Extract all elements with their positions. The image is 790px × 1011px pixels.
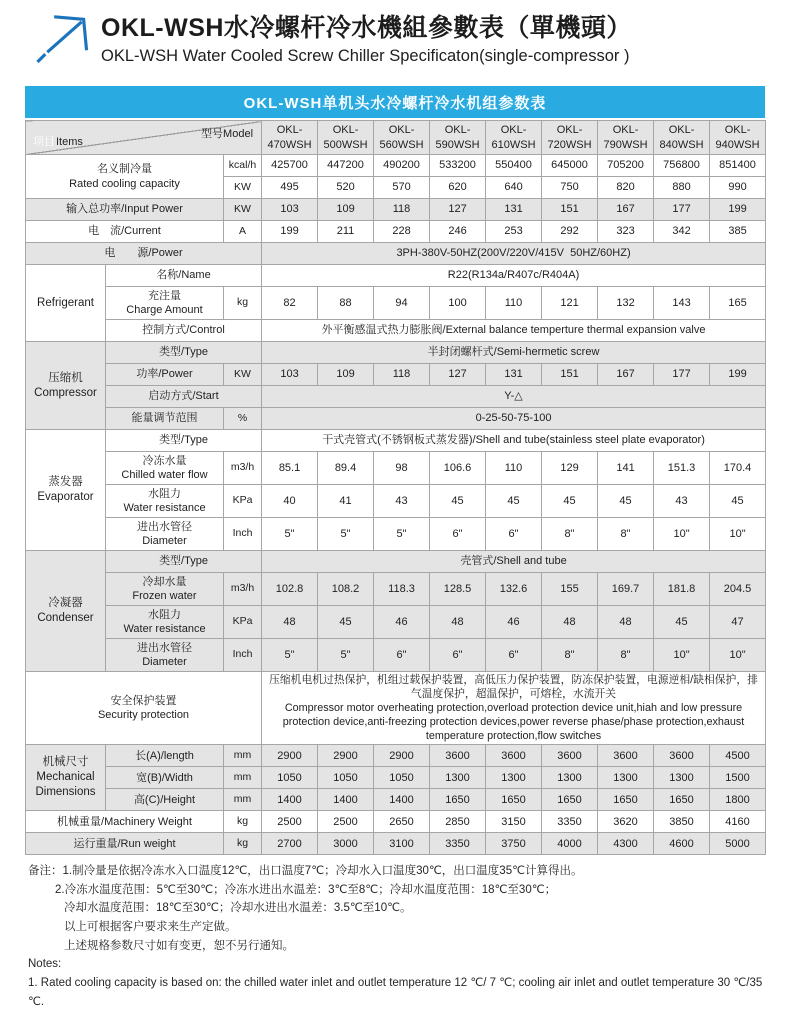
value-cell: 880 <box>654 177 710 199</box>
row-label-cell: 冷却水量 Frozen water <box>106 573 224 606</box>
value-cell: 48 <box>430 606 486 639</box>
model-header-cell: OKL- 610WSH <box>486 121 542 155</box>
row-label-cell: 水阻力 Water resistance <box>106 606 224 639</box>
value-cell: 3600 <box>542 745 598 767</box>
value-cell: 108.2 <box>318 573 374 606</box>
value-cell: 82 <box>262 287 318 320</box>
value-cell: 3000 <box>318 833 374 855</box>
value-cell: 533200 <box>430 155 486 177</box>
value-cell: 167 <box>598 199 654 221</box>
value-cell: Y-△ <box>262 386 766 408</box>
table-row <box>26 789 766 811</box>
value-cell: 45 <box>542 485 598 518</box>
value-cell: 127 <box>430 199 486 221</box>
value-cell: 45 <box>710 485 766 518</box>
text-cell: 压缩机电机过热保护，机组过载保护装置，高低压力保护装置，防冻保护装置，电源逆相/缺相保护，排气温度保护，超温保护，可熔栓，水流开关 Compressor motor overheating protection,overload protection device unit,hiah and low pressure protection device,anti-freezing protection devices,power reverse phase/phase protection,exhaust temperature protection,flow switches <box>262 672 766 745</box>
title-block <box>101 7 632 66</box>
value-cell: 1650 <box>542 789 598 811</box>
value-cell: 2500 <box>262 811 318 833</box>
note-line: 2.冷冻水温度范围：5℃至30℃；冷冻水进出水温差：3℃至8℃；冷却水温度范围：18℃至30℃； <box>55 883 557 896</box>
page-subtitle: OKL-WSH Water Cooled Screw Chiller Specificaton(single-compressor ) <box>101 47 630 65</box>
value-cell: 385 <box>710 221 766 243</box>
value-cell: 2900 <box>262 745 318 767</box>
value-cell: 48 <box>262 606 318 639</box>
table-row <box>26 408 766 430</box>
unit-cell: mm <box>224 745 262 767</box>
unit-cell: mm <box>224 789 262 811</box>
value-cell: 1400 <box>318 789 374 811</box>
up-right-arrow-icon <box>33 9 93 63</box>
value-cell: 490200 <box>374 155 430 177</box>
value-cell: 165 <box>710 287 766 320</box>
model-header-cell: OKL- 590WSH <box>430 121 486 155</box>
model-header-cell: OKL- 790WSH <box>598 121 654 155</box>
value-cell: 45 <box>598 485 654 518</box>
value-cell: 110 <box>486 452 542 485</box>
note-line: 以上可根据客户要求来生产定做。 <box>64 921 237 934</box>
value-cell: 131 <box>486 199 542 221</box>
group-label-cell: Refrigerant <box>26 265 106 342</box>
row-label-cell: 电 源/Power <box>26 243 262 265</box>
value-cell: 155 <box>542 573 598 606</box>
value-cell: 3PH-380V-50HZ(200V/220V/415V 50HZ/60HZ) <box>262 243 766 265</box>
value-cell: 半封闭螺杆式/Semi-hermetic screw <box>262 342 766 364</box>
group-label-cell: 压缩机 Compressor <box>26 342 106 430</box>
unit-cell: kg <box>224 287 262 320</box>
value-cell: 109 <box>318 364 374 386</box>
value-cell: 121 <box>542 287 598 320</box>
value-cell: 2700 <box>262 833 318 855</box>
unit-cell: kg <box>224 833 262 855</box>
value-cell: 6" <box>430 639 486 672</box>
value-cell: 94 <box>374 287 430 320</box>
value-cell: 520 <box>318 177 374 199</box>
table-banner: OKL-WSH单机头水冷螺杆冷水机组参数表 <box>25 86 765 118</box>
row-label-cell: 类型/Type <box>106 342 262 364</box>
value-cell: 1400 <box>262 789 318 811</box>
value-cell: 204.5 <box>710 573 766 606</box>
unit-cell: KPa <box>224 485 262 518</box>
value-cell: 199 <box>710 364 766 386</box>
value-cell: 3750 <box>486 833 542 855</box>
value-cell: 990 <box>710 177 766 199</box>
row-label-cell: 水阻力 Water resistance <box>106 485 224 518</box>
value-cell: 4160 <box>710 811 766 833</box>
value-cell: 253 <box>486 221 542 243</box>
value-cell: 48 <box>598 606 654 639</box>
row-label-cell: 名义制冷量 Rated cooling capacity <box>26 155 224 199</box>
value-cell: 1050 <box>318 767 374 789</box>
value-cell: 0-25-50-75-100 <box>262 408 766 430</box>
value-cell: 199 <box>710 199 766 221</box>
value-cell: 3350 <box>430 833 486 855</box>
value-cell: 170.4 <box>710 452 766 485</box>
value-cell: 40 <box>262 485 318 518</box>
value-cell: 550400 <box>486 155 542 177</box>
value-cell: 88 <box>318 287 374 320</box>
model-label: 型号Model <box>201 128 254 140</box>
value-cell: 45 <box>654 606 710 639</box>
value-cell: 4300 <box>598 833 654 855</box>
value-cell: 169.7 <box>598 573 654 606</box>
row-label-cell: 机械重量/Machinery Weight <box>26 811 224 833</box>
model-header-row <box>26 121 766 155</box>
row-label-cell: 充注量 Charge Amount <box>106 287 224 320</box>
value-cell: 1400 <box>374 789 430 811</box>
model-header-cell: OKL- 560WSH <box>374 121 430 155</box>
table-row <box>26 199 766 221</box>
value-cell: 45 <box>318 606 374 639</box>
row-label-cell: 类型/Type <box>106 551 262 573</box>
page-header <box>0 0 790 66</box>
value-cell: 750 <box>542 177 598 199</box>
value-cell: 103 <box>262 199 318 221</box>
value-cell: 1650 <box>598 789 654 811</box>
value-cell: R22(R134a/R407c/R404A) <box>262 265 766 287</box>
value-cell: 89.4 <box>318 452 374 485</box>
value-cell: 3620 <box>598 811 654 833</box>
value-cell: 1650 <box>430 789 486 811</box>
value-cell: 1300 <box>430 767 486 789</box>
value-cell: 41 <box>318 485 374 518</box>
spec-table <box>25 120 766 855</box>
value-cell: 85.1 <box>262 452 318 485</box>
value-cell: 2900 <box>318 745 374 767</box>
value-cell: 1050 <box>374 767 430 789</box>
value-cell: 3150 <box>486 811 542 833</box>
model-header-cell: OKL- 500WSH <box>318 121 374 155</box>
value-cell: 8" <box>598 518 654 551</box>
row-label-cell: 进出水管径 Diameter <box>106 639 224 672</box>
group-label-cell: 机械尺寸 Mechanical Dimensions <box>26 745 106 811</box>
value-cell: 447200 <box>318 155 374 177</box>
row-label-cell: 控制方式/Control <box>106 320 262 342</box>
value-cell: 2850 <box>430 811 486 833</box>
value-cell: 425700 <box>262 155 318 177</box>
value-cell: 705200 <box>598 155 654 177</box>
value-cell: 110 <box>486 287 542 320</box>
value-cell: 131 <box>486 364 542 386</box>
row-label-cell: 运行重量/Run weight <box>26 833 224 855</box>
page-title: OKL-WSH水冷螺杆冷水機組參數表（單機頭） <box>101 14 632 42</box>
value-cell: 246 <box>430 221 486 243</box>
unit-cell: kcal/h <box>224 155 262 177</box>
value-cell: 6" <box>486 639 542 672</box>
value-cell: 4600 <box>654 833 710 855</box>
value-cell: 3600 <box>598 745 654 767</box>
unit-cell: % <box>224 408 262 430</box>
value-cell: 756800 <box>654 155 710 177</box>
value-cell: 5" <box>374 518 430 551</box>
unit-cell: KW <box>224 177 262 199</box>
table-row <box>26 518 766 551</box>
value-cell: 8" <box>542 639 598 672</box>
table-row <box>26 606 766 639</box>
table-row <box>26 767 766 789</box>
value-cell: 5" <box>262 639 318 672</box>
items-label: 项目Items <box>33 135 83 148</box>
row-label-cell: 名称/Name <box>106 265 262 287</box>
value-cell: 3350 <box>542 811 598 833</box>
notes <box>28 862 773 1011</box>
value-cell: 4500 <box>710 745 766 767</box>
value-cell: 3600 <box>486 745 542 767</box>
table-row <box>26 155 766 177</box>
value-cell: 1300 <box>486 767 542 789</box>
row-label-cell: 安全保护装置 Security protection <box>26 672 262 745</box>
value-cell: 228 <box>374 221 430 243</box>
value-cell: 645000 <box>542 155 598 177</box>
table-row <box>26 342 766 364</box>
value-cell: 167 <box>598 364 654 386</box>
table-row <box>26 430 766 452</box>
value-cell: 46 <box>374 606 430 639</box>
value-cell: 118 <box>374 364 430 386</box>
value-cell: 102.8 <box>262 573 318 606</box>
value-cell: 127 <box>430 364 486 386</box>
value-cell: 820 <box>598 177 654 199</box>
note-line: 上述规格参数尺寸如有变更，恕不另行通知。 <box>64 939 294 952</box>
row-label-cell: 冷冻水量 Chilled water flow <box>106 452 224 485</box>
row-label-cell: 长(A)/length <box>106 745 224 767</box>
value-cell: 103 <box>262 364 318 386</box>
unit-cell: KW <box>224 199 262 221</box>
model-header-cell: OKL- 470WSH <box>262 121 318 155</box>
table-row <box>26 485 766 518</box>
value-cell: 外平衡感温式热力膨胀阀/External balance temperture thermal expansion valve <box>262 320 766 342</box>
value-cell: 100 <box>430 287 486 320</box>
value-cell: 47 <box>710 606 766 639</box>
unit-cell: kg <box>224 811 262 833</box>
value-cell: 8" <box>542 518 598 551</box>
value-cell: 3600 <box>654 745 710 767</box>
model-header-cell: OKL- 940WSH <box>710 121 766 155</box>
value-cell: 151 <box>542 364 598 386</box>
value-cell: 143 <box>654 287 710 320</box>
value-cell: 6" <box>374 639 430 672</box>
value-cell: 3100 <box>374 833 430 855</box>
value-cell: 151.3 <box>654 452 710 485</box>
value-cell: 1300 <box>598 767 654 789</box>
row-label-cell: 宽(B)/Width <box>106 767 224 789</box>
value-cell: 1650 <box>486 789 542 811</box>
value-cell: 620 <box>430 177 486 199</box>
value-cell: 10" <box>654 639 710 672</box>
group-label-cell: 蒸发器 Evaporator <box>26 430 106 551</box>
value-cell: 2900 <box>374 745 430 767</box>
table-row <box>26 672 766 745</box>
table-row <box>26 287 766 320</box>
note-line: 1. Rated cooling capacity is based on: the chilled water inlet and outlet temperature 12 ℃/ 7 ℃; cooling air inlet and outlet temperature 30 ℃/35 ℃. <box>28 976 763 1008</box>
value-cell: 106.6 <box>430 452 486 485</box>
value-cell: 181.8 <box>654 573 710 606</box>
row-label-cell: 启动方式/Start <box>106 386 262 408</box>
value-cell: 壳管式/Shell and tube <box>262 551 766 573</box>
value-cell: 48 <box>542 606 598 639</box>
value-cell: 5" <box>318 639 374 672</box>
value-cell: 1300 <box>542 767 598 789</box>
unit-cell: mm <box>224 767 262 789</box>
value-cell: 5" <box>318 518 374 551</box>
value-cell: 6" <box>430 518 486 551</box>
value-cell: 495 <box>262 177 318 199</box>
value-cell: 128.5 <box>430 573 486 606</box>
table-row <box>26 745 766 767</box>
value-cell: 干式壳管式(不锈钢板式蒸发器)/Shell and tube(stainless steel plate evaporator) <box>262 430 766 452</box>
value-cell: 1800 <box>710 789 766 811</box>
value-cell: 211 <box>318 221 374 243</box>
value-cell: 151 <box>542 199 598 221</box>
unit-cell: A <box>224 221 262 243</box>
unit-cell: Inch <box>224 639 262 672</box>
value-cell: 10" <box>710 639 766 672</box>
value-cell: 2650 <box>374 811 430 833</box>
model-header-cell: OKL- 720WSH <box>542 121 598 155</box>
value-cell: 199 <box>262 221 318 243</box>
value-cell: 640 <box>486 177 542 199</box>
note-line: Notes: <box>28 958 62 971</box>
table-row <box>26 243 766 265</box>
value-cell: 1300 <box>654 767 710 789</box>
table-row <box>26 364 766 386</box>
value-cell: 46 <box>486 606 542 639</box>
table-row <box>26 221 766 243</box>
value-cell: 177 <box>654 199 710 221</box>
value-cell: 109 <box>318 199 374 221</box>
value-cell: 45 <box>430 485 486 518</box>
value-cell: 1050 <box>262 767 318 789</box>
value-cell: 3600 <box>430 745 486 767</box>
value-cell: 292 <box>542 221 598 243</box>
value-cell: 323 <box>598 221 654 243</box>
value-cell: 10" <box>654 518 710 551</box>
value-cell: 43 <box>654 485 710 518</box>
table-row <box>26 811 766 833</box>
value-cell: 4000 <box>542 833 598 855</box>
group-label-cell: 冷凝器 Condenser <box>26 551 106 672</box>
value-cell: 342 <box>654 221 710 243</box>
row-label-cell: 能量调节范围 <box>106 408 224 430</box>
value-cell: 570 <box>374 177 430 199</box>
table-row <box>26 265 766 287</box>
table-row <box>26 452 766 485</box>
value-cell: 851400 <box>710 155 766 177</box>
table-row <box>26 833 766 855</box>
value-cell: 3850 <box>654 811 710 833</box>
items-model-corner-cell <box>26 121 262 155</box>
row-label-cell: 高(C)/Height <box>106 789 224 811</box>
value-cell: 5" <box>262 518 318 551</box>
value-cell: 5000 <box>710 833 766 855</box>
unit-cell: KPa <box>224 606 262 639</box>
value-cell: 129 <box>542 452 598 485</box>
note-line: 冷却水温度范围：18℃至30℃；冷却水进出水温差：3.5℃至10℃。 <box>64 902 412 915</box>
value-cell: 132 <box>598 287 654 320</box>
unit-cell: KW <box>224 364 262 386</box>
unit-cell: m3/h <box>224 573 262 606</box>
value-cell: 98 <box>374 452 430 485</box>
table-row <box>26 386 766 408</box>
value-cell: 118 <box>374 199 430 221</box>
row-label-cell: 电 流/Current <box>26 221 224 243</box>
table-row <box>26 320 766 342</box>
model-header-cell: OKL- 840WSH <box>654 121 710 155</box>
value-cell: 141 <box>598 452 654 485</box>
table-row <box>26 573 766 606</box>
value-cell: 2500 <box>318 811 374 833</box>
value-cell: 43 <box>374 485 430 518</box>
unit-cell: Inch <box>224 518 262 551</box>
row-label-cell: 类型/Type <box>106 430 262 452</box>
value-cell: 1650 <box>654 789 710 811</box>
note-line: 备注：1.制冷量是依据冷冻水入口温度12℃，出口温度7℃；冷却水入口温度30℃，出口温度35℃计算得出。 <box>28 865 583 878</box>
table-row <box>26 551 766 573</box>
row-label-cell: 功率/Power <box>106 364 224 386</box>
spec-table-body <box>26 121 766 855</box>
unit-cell: m3/h <box>224 452 262 485</box>
value-cell: 6" <box>486 518 542 551</box>
value-cell: 118.3 <box>374 573 430 606</box>
value-cell: 10" <box>710 518 766 551</box>
value-cell: 132.6 <box>486 573 542 606</box>
value-cell: 45 <box>486 485 542 518</box>
value-cell: 177 <box>654 364 710 386</box>
row-label-cell: 进出水管径 Diameter <box>106 518 224 551</box>
value-cell: 8" <box>598 639 654 672</box>
value-cell: 1500 <box>710 767 766 789</box>
row-label-cell: 输入总功率/Input Power <box>26 199 224 221</box>
table-row <box>26 639 766 672</box>
